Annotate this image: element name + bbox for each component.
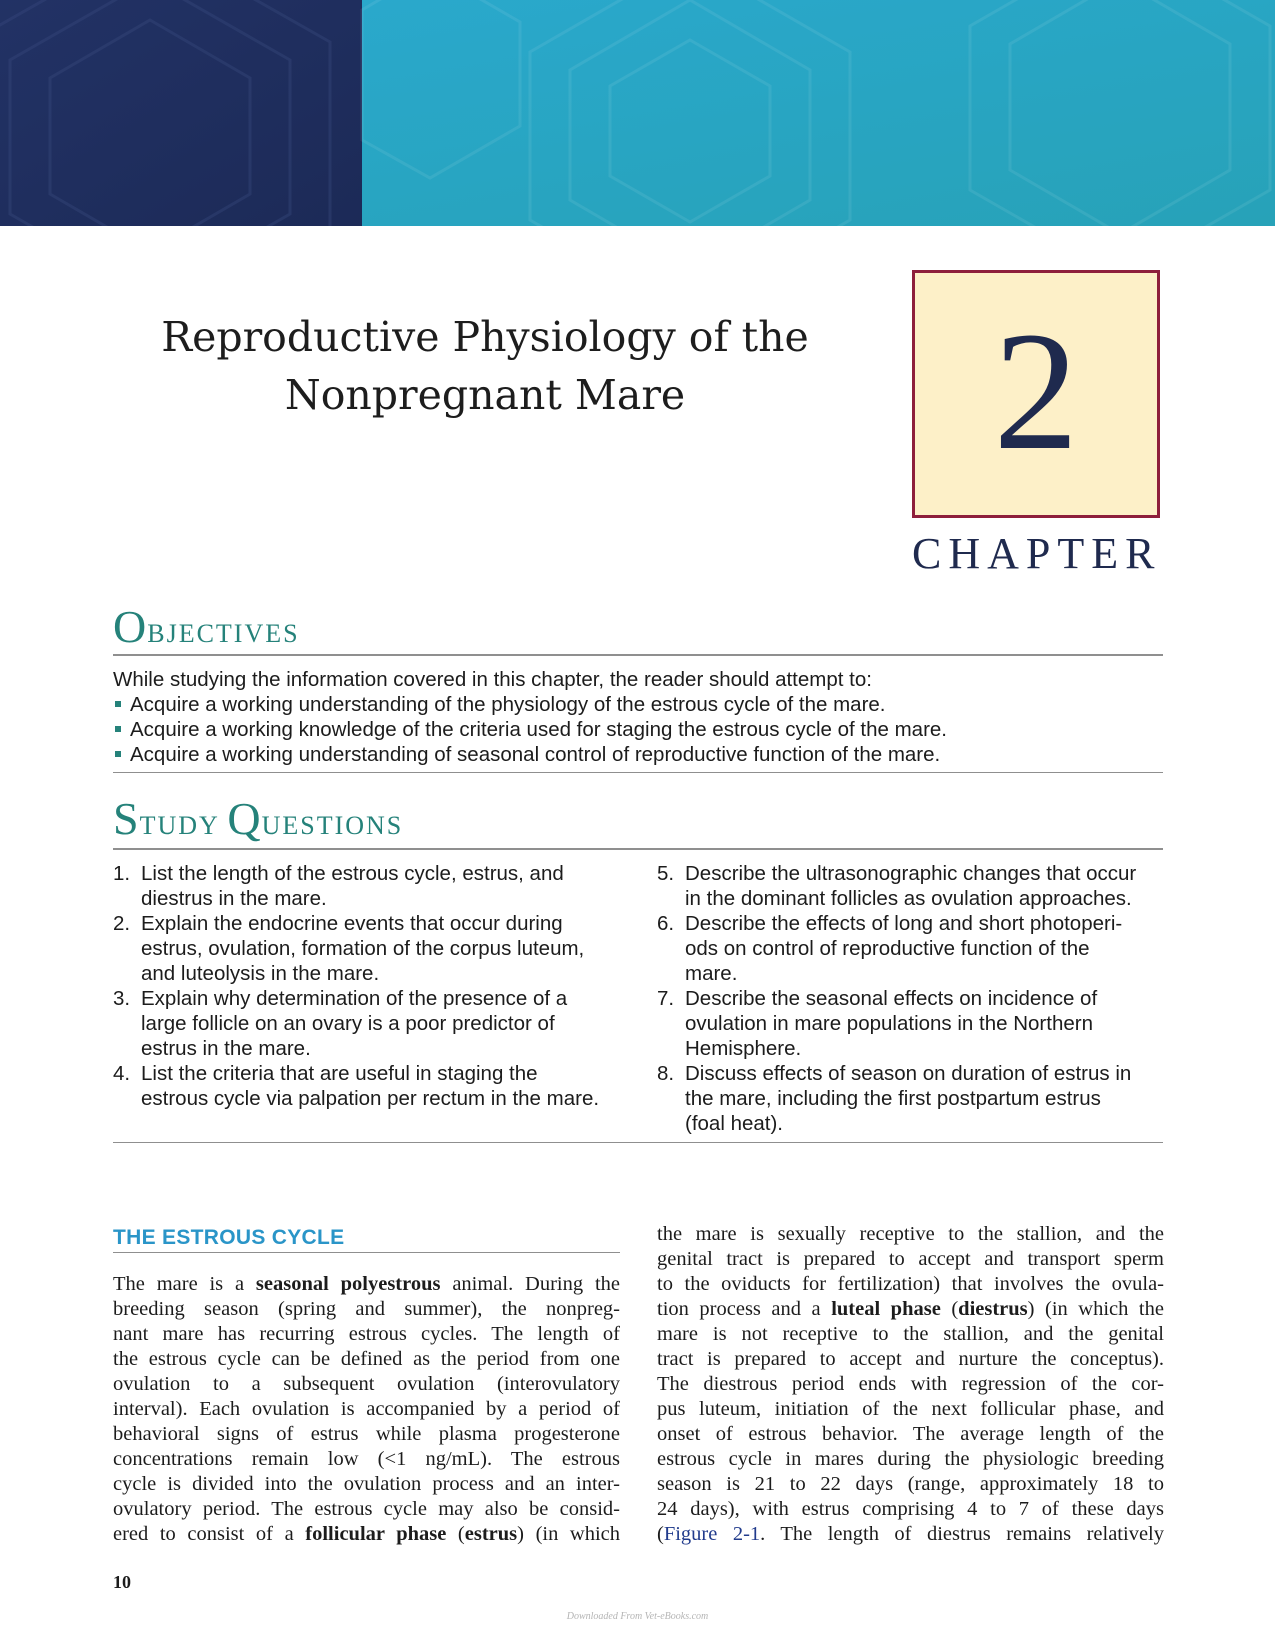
question-line: estrus, ovulation, formation of the corpus luteum,: [141, 937, 585, 960]
body-line: season is 21 to 22 days (range, approximately 18 to: [657, 1473, 1164, 1495]
figure-link[interactable]: Figure 2-1: [663, 1523, 761, 1545]
body-left-column: [113, 1272, 620, 1547]
chapter-number-box: [912, 270, 1160, 518]
question-item: [657, 986, 1167, 1061]
question-line: (foal heat).: [685, 1112, 783, 1135]
body-line: concentrations remain low (<1 ng/mL). The estrous: [113, 1448, 620, 1470]
body-line: interval). Each ovulation is accompanied by a period of: [113, 1398, 620, 1420]
body-line: The diestrous period ends with regression of the cor-: [657, 1373, 1164, 1395]
study-heading-initial: S: [113, 793, 140, 844]
question-line: estrus in the mare.: [141, 1037, 311, 1060]
section-heading: THE ESTROUS CYCLE: [113, 1226, 345, 1249]
watermark: Downloaded From Vet-eBooks.com: [566, 1611, 709, 1622]
bullet-icon: [115, 701, 121, 707]
question-line: Describe the ultrasonographic changes that occur: [685, 862, 1137, 885]
questions-bottom-rule: [113, 1142, 1163, 1143]
study-heading-rest: TUDY: [139, 811, 228, 840]
term-seasonal-polyestrous: seasonal polyestrous: [255, 1273, 441, 1295]
body-line: ovulatory period. The estrous cycle may also be consid-: [113, 1498, 620, 1520]
objective-text: Acquire a working understanding of the physiology of the estrous cycle of the mare.: [130, 693, 886, 716]
body-line: behavioral signs of estrus while plasma progesterone: [113, 1423, 620, 1445]
questions-top-rule: [113, 848, 1163, 850]
question-item: [113, 986, 623, 1061]
question-line: Describe the seasonal effects on incidence of: [685, 987, 1098, 1010]
questions-heading-rest: UESTIONS: [261, 811, 404, 840]
questions-heading-initial: Q: [227, 793, 262, 844]
question-line: List the length of the estrous cycle, estrus, and: [141, 862, 564, 885]
objectives-bottom-rule: [113, 772, 1163, 773]
question-line: ods on control of reproductive function of the: [685, 937, 1090, 960]
question-item: [113, 911, 623, 986]
question-number: 2.: [113, 912, 131, 935]
body-line: The mare is a seasonal polyestrous animal. During the: [113, 1273, 620, 1295]
body-line: mare is not receptive to the stallion, and the genital: [657, 1323, 1164, 1345]
body-line: to the oviducts for fertilization) that involves the ovula-: [657, 1273, 1164, 1295]
objective-item: [113, 717, 1163, 742]
question-line: estrous cycle via palpation per rectum in the mare.: [141, 1087, 600, 1110]
chapter-title-line: Nonpregnant Mare: [284, 371, 686, 419]
term-estrus: estrus: [464, 1523, 518, 1545]
question-line: and luteolysis in the mare.: [141, 962, 380, 985]
question-line: Describe the effects of long and short photoperi-: [685, 912, 1123, 935]
objectives-list: [113, 667, 1163, 767]
body-line: the mare is sexually receptive to the stallion, and the: [657, 1223, 1164, 1245]
question-line: in the dominant follicles as ovulation approaches.: [685, 887, 1132, 910]
body-line: breeding season (spring and summer), the nonpreg-: [113, 1298, 620, 1320]
term-follicular-phase: follicular phase: [305, 1523, 447, 1545]
body-line: 24 days), with estrus comprising 4 to 7 of these days: [657, 1498, 1164, 1520]
chapter-number: 2: [993, 297, 1079, 485]
chapter-title: [140, 308, 830, 424]
chapter-label: CHAPTER: [912, 529, 1162, 578]
term-luteal-phase: luteal phase: [831, 1298, 941, 1320]
objective-item: [113, 742, 1163, 767]
banner-graphic: [0, 0, 1275, 226]
objectives-heading: [113, 600, 300, 653]
body-line: tract is prepared to accept and nurture the conceptus).: [657, 1348, 1164, 1370]
body-line: nant mare has recurring estrous cycles. The length of: [113, 1323, 620, 1345]
objective-text: Acquire a working understanding of seasonal control of reproductive function of the mare.: [130, 743, 941, 766]
question-line: Discuss effects of season on duration of estrus in: [685, 1062, 1132, 1085]
question-number: 6.: [657, 912, 675, 935]
body-line: genital tract is prepared to accept and transport sperm: [657, 1248, 1164, 1270]
term-diestrus: diestrus: [958, 1298, 1028, 1320]
objectives-top-rule: [113, 654, 1163, 656]
objectives-heading-rest: BJECTIVES: [147, 619, 300, 648]
question-number: 1.: [113, 862, 131, 885]
question-line: Explain the endocrine events that occur during: [141, 912, 563, 935]
bullet-icon: [115, 726, 121, 732]
question-number: 7.: [657, 987, 675, 1010]
question-line: List the criteria that are useful in staging the: [141, 1062, 538, 1085]
chapter-title-line: Reproductive Physiology of the: [161, 313, 809, 361]
question-item: [657, 911, 1167, 986]
objectives-intro: While studying the information covered in this chapter, the reader should attempt to:: [113, 668, 872, 691]
question-item: [113, 1061, 623, 1111]
question-line: Explain why determination of the presence of a: [141, 987, 568, 1010]
body-line: the estrous cycle can be defined as the period from one: [113, 1348, 620, 1370]
body-line: ovulation to a subsequent ovulation (interovulatory: [113, 1373, 620, 1395]
question-line: mare.: [685, 962, 738, 985]
question-number: 3.: [113, 987, 131, 1010]
question-line: Hemisphere.: [685, 1037, 802, 1060]
question-line: the mare, including the first postpartum estrus: [685, 1087, 1101, 1110]
questions-left-column: [113, 861, 623, 1111]
question-item: [657, 861, 1167, 911]
questions-right-column: [657, 861, 1167, 1136]
page-number: 10: [113, 1572, 131, 1592]
body-line: (Figure 2-1. The length of diestrus remains relatively: [657, 1523, 1164, 1545]
bullet-icon: [115, 751, 121, 757]
body-line: tion process and a luteal phase (diestrus) (in which the: [657, 1298, 1164, 1320]
header-banner: [0, 0, 1275, 226]
objectives-heading-initial: O: [113, 601, 148, 652]
question-number: 8.: [657, 1062, 675, 1085]
body-right-column: [657, 1222, 1164, 1547]
body-line: estrous cycle in mares during the physiologic breeding: [657, 1448, 1164, 1470]
question-line: large follicle on an ovary is a poor predictor of: [141, 1012, 555, 1035]
body-line: pus luteum, initiation of the next follicular phase, and: [657, 1398, 1164, 1420]
question-number: 4.: [113, 1062, 131, 1085]
question-item: [113, 861, 623, 911]
question-item: [657, 1061, 1167, 1136]
study-questions-heading: [113, 792, 403, 845]
question-line: ovulation in mare populations in the Northern: [685, 1012, 1093, 1035]
body-line: ered to consist of a follicular phase (estrus) (in which: [113, 1523, 621, 1545]
section-heading-rule: [113, 1252, 620, 1253]
objective-item: [113, 692, 1163, 717]
question-number: 5.: [657, 862, 675, 885]
body-line: cycle is divided into the ovulation process and an inter-: [113, 1473, 620, 1495]
body-line: onset of estrous behavior. The average length of the: [657, 1423, 1164, 1445]
question-line: diestrus in the mare.: [141, 887, 327, 910]
objective-text: Acquire a working knowledge of the criteria used for staging the estrous cycle of the mare.: [130, 718, 948, 741]
